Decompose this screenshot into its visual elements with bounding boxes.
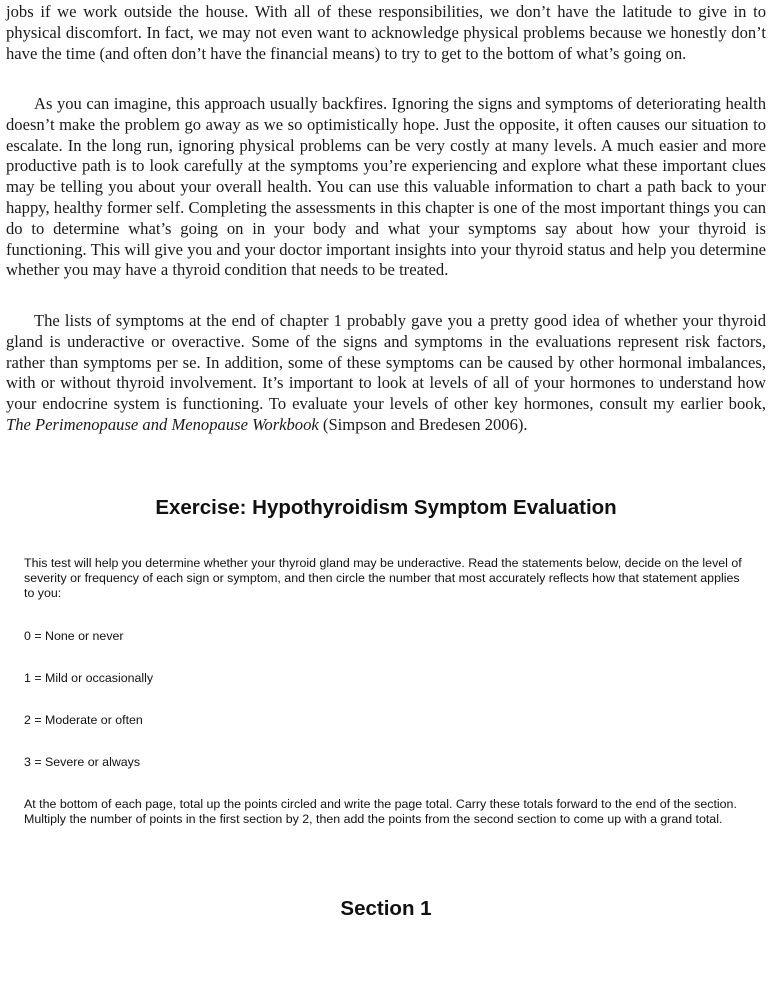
section-heading: Section 1 xyxy=(340,897,432,920)
body-paragraph-2: As you can imagine, this approach usually backfires. Ignoring the signs and symptoms of deteriorating health doesn’t make the problem go away as we so optimistically hope. Just the opposite, it often causes our situation to escalate. In the long run, ignoring physical problems can be very costly at many levels. A much easier and more productive path is to look carefully at the symptoms you’re experiencing and explore what these important clues may be telling you about your overall health. You can use this valuable information to chart a path back to your happy, healthy former self. Completing the assessments in this chapter is one of the most important things you can do to determine what’s going on in your body and what your symptoms say about how your thyroid is functioning. This will give you and your doctor important insights into your thyroid status and help you determine whether you may have a thyroid condition that needs to be treated. xyxy=(6,94,766,280)
exercise-intro: This test will help you determine whether your thyroid gland may be underactive. Read the statements below, decide on the level of severity or frequency of each sign or symptom, and then circle the number that most accurately reflects how that statement applies to you: xyxy=(24,556,742,601)
exercise-title: Exercise: Hypothyroidism Symptom Evaluation xyxy=(155,496,617,519)
scale-item-1: 1 = Mild or occasionally xyxy=(24,671,154,685)
book-title: The Perimenopause and Menopause Workbook xyxy=(6,414,319,434)
book-citation: (Simpson and Bredesen 2006). xyxy=(318,414,528,434)
exercise-instructions: At the bottom of each page, total up the points circled and write the page total. Carry these totals forward to the end of the section. Multiply the number of points in the first section by 2, then add the points from the second section to come up with a grand total. xyxy=(24,797,737,827)
body-paragraph-3 xyxy=(6,311,766,436)
scale-item-0: 0 = None or never xyxy=(24,629,124,643)
paragraph-3-text: The lists of symptoms at the end of chapter 1 probably gave you a pretty good idea of whether your thyroid gland is underactive or overactive. Some of the signs and symptoms in the evaluations represent risk factors, rather than symptoms per se. In addition, some of these symptoms can be caused by other hormonal imbalances, with or without thyroid involvement. It’s important to look at levels of all of your hormones to understand how your endocrine system is functioning. To evaluate your levels of other key hormones, consult my earlier book, xyxy=(6,311,766,414)
body-paragraph-1: jobs if we work outside the house. With all of these responsibilities, we don’t have the latitude to give in to physical discomfort. In fact, we may not even want to acknowledge physical problems because we honestly don’t have the time (and often don’t have the financial means) to try to get to the bottom of what’s going on. xyxy=(6,2,766,63)
scale-item-3: 3 = Severe or always xyxy=(24,755,141,769)
scale-item-2: 2 = Moderate or often xyxy=(24,713,143,727)
